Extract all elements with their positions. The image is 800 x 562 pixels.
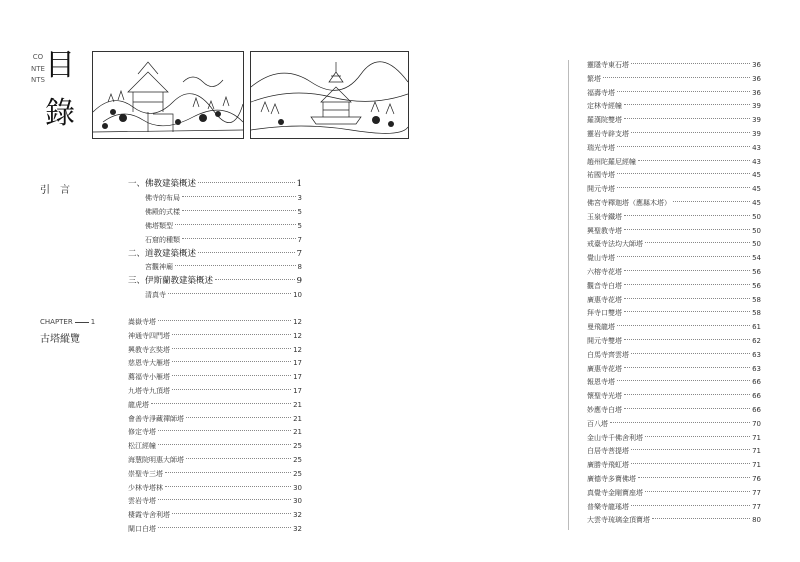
toc-leader-dots bbox=[182, 238, 296, 239]
toc-entry[interactable] bbox=[587, 225, 761, 238]
toc-entry[interactable] bbox=[128, 178, 302, 191]
toc-entry[interactable] bbox=[587, 349, 761, 362]
toc-entry[interactable] bbox=[587, 183, 761, 196]
toc-entry-page: 45 bbox=[752, 171, 761, 180]
toc-entry-title: 真覺寺金剛寶座塔 bbox=[587, 488, 643, 497]
toc-entry-page: 30 bbox=[293, 483, 302, 492]
toc-entry[interactable] bbox=[587, 252, 761, 265]
toc-leader-dots bbox=[215, 279, 295, 280]
toc-entry-page: 5 bbox=[297, 207, 302, 216]
toc-leader-dots bbox=[182, 196, 296, 197]
toc-entry-page: 8 bbox=[297, 263, 302, 272]
toc-entry-page: 30 bbox=[293, 497, 302, 506]
toc-entry-title: 石窟的種類 bbox=[145, 235, 180, 244]
toc-entry-title: 白馬寺齊雲塔 bbox=[587, 350, 629, 359]
toc-entry-title: 嵩嶽寺塔 bbox=[128, 318, 156, 326]
toc-entry[interactable] bbox=[128, 357, 302, 370]
contents-vertical-label: CONTENTS bbox=[31, 53, 45, 84]
toc-entry-page: 17 bbox=[293, 373, 302, 382]
toc-entry-title: 少林寺塔林 bbox=[128, 483, 163, 492]
toc-entry-page: 71 bbox=[752, 461, 761, 470]
toc-leader-dots bbox=[624, 215, 750, 216]
chapter-word: CHAPTER bbox=[40, 318, 73, 326]
toc-entry-title: 玉泉寺鐵塔 bbox=[587, 212, 622, 221]
toc-entry-page: 63 bbox=[752, 350, 761, 359]
toc-entry[interactable] bbox=[128, 440, 302, 453]
toc-entry-title: 廣勝寺飛虹塔 bbox=[587, 461, 629, 470]
toc-leader-dots bbox=[645, 491, 750, 492]
toc-entry[interactable] bbox=[128, 248, 302, 261]
toc-entry-page: 76 bbox=[752, 475, 761, 483]
pagoda-sketch-illustration-1 bbox=[92, 51, 244, 139]
toc-leader-dots bbox=[624, 229, 750, 230]
toc-entry-page: 58 bbox=[752, 295, 761, 304]
toc-entry-title: 三、伊斯蘭教建築概述 bbox=[128, 276, 214, 287]
toc-entry[interactable] bbox=[128, 509, 302, 522]
toc-entry-title: 定林寺經幢 bbox=[587, 102, 622, 111]
title-char-bottom: 錄 bbox=[45, 96, 75, 131]
title-char-top: 目 bbox=[45, 48, 75, 83]
toc-entry[interactable] bbox=[145, 220, 302, 233]
toc-leader-dots bbox=[198, 182, 295, 183]
toc-entry-title: 廣惠寺花塔 bbox=[587, 295, 622, 304]
toc-leader-dots bbox=[617, 380, 750, 381]
toc-entry-page: 54 bbox=[752, 254, 761, 263]
toc-entry-page: 39 bbox=[752, 102, 761, 111]
toc-entry[interactable] bbox=[587, 169, 761, 182]
toc-entry[interactable] bbox=[145, 289, 302, 302]
chapter-number: 1 bbox=[90, 318, 96, 326]
chapter-rule bbox=[75, 322, 89, 323]
toc-entry[interactable] bbox=[128, 426, 302, 439]
toc-entry-title: 白居寺菩提塔 bbox=[587, 447, 629, 456]
toc-leader-dots bbox=[617, 187, 750, 188]
toc-entry-page: 50 bbox=[752, 212, 761, 221]
toc-entry-title: 佛寺的布局 bbox=[145, 193, 180, 202]
toc-entry[interactable] bbox=[587, 404, 761, 417]
toc-leader-dots bbox=[172, 375, 291, 376]
toc-entry-page: 61 bbox=[752, 323, 761, 332]
toc-entry-page: 3 bbox=[297, 193, 302, 202]
toc-entry-page: 63 bbox=[752, 364, 761, 373]
toc-entry[interactable] bbox=[587, 432, 761, 445]
toc-leader-dots bbox=[638, 160, 750, 161]
toc-entry-page: 70 bbox=[752, 419, 761, 428]
toc-entry[interactable] bbox=[128, 495, 302, 508]
toc-entry-title: 興聖教寺塔 bbox=[587, 226, 622, 235]
toc-entry[interactable] bbox=[587, 156, 761, 169]
toc-entry-page: 56 bbox=[752, 268, 761, 276]
toc-entry[interactable] bbox=[587, 59, 761, 72]
toc-entry-page: 66 bbox=[752, 378, 761, 387]
toc-leader-dots bbox=[172, 389, 291, 390]
toc-leader-dots bbox=[624, 367, 750, 368]
toc-entry-page: 45 bbox=[752, 199, 761, 207]
toc-entry[interactable] bbox=[128, 482, 302, 495]
toc-leader-dots bbox=[624, 284, 750, 285]
toc-entry-title: 修定寺塔 bbox=[128, 428, 156, 437]
toc-entry-page: 21 bbox=[293, 400, 302, 409]
chapter-1-title: 古塔縱覽 bbox=[40, 334, 80, 345]
toc-entry[interactable] bbox=[145, 261, 302, 274]
toc-entry[interactable] bbox=[587, 473, 761, 486]
toc-leader-dots bbox=[631, 505, 750, 506]
toc-entry[interactable] bbox=[587, 266, 761, 279]
toc-entry[interactable] bbox=[128, 385, 302, 398]
toc-entry-page: 5 bbox=[297, 221, 302, 230]
toc-entry[interactable] bbox=[587, 418, 761, 431]
toc-entry-title: 佛殿的式樣 bbox=[145, 207, 180, 216]
toc-leader-dots bbox=[624, 104, 750, 105]
toc-entry[interactable] bbox=[587, 100, 761, 113]
toc-entry-title: 開元寺塔 bbox=[587, 185, 615, 194]
page-gutter bbox=[568, 60, 569, 530]
toc-entry[interactable] bbox=[587, 142, 761, 155]
toc-entry-page: 71 bbox=[752, 433, 761, 442]
toc-entry[interactable] bbox=[587, 280, 761, 293]
toc-entry-page: 10 bbox=[293, 291, 302, 300]
toc-entry-title: 戒臺寺法均大師塔 bbox=[587, 240, 643, 249]
toc-entry-page: 50 bbox=[752, 226, 761, 235]
toc-entry[interactable] bbox=[128, 468, 302, 481]
toc-leader-dots bbox=[652, 518, 750, 519]
toc-leader-dots bbox=[624, 394, 750, 395]
toc-entry-title: 薦福寺小雁塔 bbox=[128, 373, 170, 382]
toc-entry[interactable] bbox=[128, 275, 302, 288]
toc-entry[interactable] bbox=[587, 445, 761, 458]
toc-entry[interactable] bbox=[128, 523, 302, 536]
toc-entry-page: 50 bbox=[752, 240, 761, 249]
toc-entry-page: 12 bbox=[293, 345, 302, 354]
toc-entry-title: 拜寺口雙塔 bbox=[587, 309, 622, 318]
toc-entry-title: 曼飛龍塔 bbox=[587, 323, 615, 332]
toc-entry-title: 一、佛教建築概述 bbox=[128, 179, 197, 189]
toc-leader-dots bbox=[158, 430, 291, 431]
toc-entry-page: 77 bbox=[752, 502, 761, 511]
toc-entry-page: 9 bbox=[296, 276, 302, 287]
toc-leader-dots bbox=[182, 210, 296, 211]
toc-leader-dots bbox=[186, 417, 291, 418]
toc-entry-page: 56 bbox=[752, 281, 761, 290]
toc-leader-dots bbox=[165, 486, 291, 487]
toc-entry-title: 佛宮寺釋迦塔（應縣木塔） bbox=[587, 199, 671, 207]
toc-entry[interactable] bbox=[587, 459, 761, 472]
toc-leader-dots bbox=[610, 422, 750, 423]
toc-entry-page: 7 bbox=[297, 235, 302, 244]
toc-entry-title: 會善寺淨藏禪師塔 bbox=[128, 414, 184, 423]
toc-entry-page: 66 bbox=[752, 392, 761, 401]
intro-section-label: 引 言 bbox=[40, 185, 70, 196]
toc-leader-dots bbox=[624, 298, 750, 299]
toc-leader-dots bbox=[158, 527, 291, 528]
toc-entry-page: 21 bbox=[293, 414, 302, 423]
toc-entry[interactable] bbox=[587, 376, 761, 389]
toc-entry-title: 松江經幢 bbox=[128, 442, 156, 451]
toc-entry-page: 32 bbox=[293, 511, 302, 520]
toc-entry-title: 清真寺 bbox=[145, 291, 166, 300]
toc-entry-title: 神通寺四門塔 bbox=[128, 331, 170, 340]
toc-leader-dots bbox=[198, 252, 295, 253]
toc-entry-page: 36 bbox=[752, 88, 761, 97]
toc-entry-page: 71 bbox=[752, 447, 761, 456]
toc-entry-page: 21 bbox=[293, 428, 302, 437]
toc-entry[interactable] bbox=[587, 501, 761, 514]
page-title bbox=[45, 42, 79, 138]
toc-leader-dots bbox=[631, 63, 750, 64]
toc-entry[interactable] bbox=[587, 114, 761, 127]
toc-leader-dots bbox=[624, 339, 750, 340]
toc-entry-page: 12 bbox=[293, 331, 302, 340]
toc-entry[interactable] bbox=[587, 390, 761, 403]
toc-entry[interactable] bbox=[128, 399, 302, 412]
toc-entry-title: 懷聖寺光塔 bbox=[587, 392, 622, 401]
toc-entry[interactable] bbox=[587, 238, 761, 251]
toc-leader-dots bbox=[172, 348, 291, 349]
toc-entry-title: 福壽寺塔 bbox=[587, 88, 615, 97]
toc-entry-page: 39 bbox=[752, 116, 761, 125]
toc-entry-title: 龍虎塔 bbox=[128, 400, 149, 409]
toc-entry-title: 妙應寺白塔 bbox=[587, 406, 622, 414]
toc-leader-dots bbox=[168, 293, 291, 294]
toc-entry-title: 報恩寺塔 bbox=[587, 378, 615, 387]
toc-entry-title: 興教寺玄奘塔 bbox=[128, 345, 170, 354]
toc-entry-title: 佛塔類型 bbox=[145, 221, 173, 230]
toc-leader-dots bbox=[158, 499, 291, 500]
toc-entry-title: 九塔寺九頂塔 bbox=[128, 387, 170, 395]
toc-entry[interactable] bbox=[128, 371, 302, 384]
toc-entry-title: 閘口白塔 bbox=[128, 525, 156, 533]
toc-entry-title: 靈隱寺東石塔 bbox=[587, 61, 629, 69]
toc-entry-title: 覺山寺塔 bbox=[587, 254, 615, 263]
toc-leader-dots bbox=[638, 477, 750, 478]
toc-entry[interactable] bbox=[145, 206, 302, 219]
toc-entry[interactable] bbox=[587, 211, 761, 224]
chapter-1-label bbox=[40, 318, 95, 326]
toc-entry[interactable] bbox=[145, 234, 302, 247]
toc-leader-dots bbox=[617, 146, 750, 147]
toc-entry[interactable] bbox=[145, 192, 302, 205]
toc-entry-page: 77 bbox=[752, 488, 761, 497]
toc-leader-dots bbox=[172, 334, 291, 335]
toc-entry[interactable] bbox=[128, 344, 302, 357]
toc-entry-title: 百八塔 bbox=[587, 419, 608, 428]
toc-entry-title: 大雲寺琉璃金頂寶塔 bbox=[587, 516, 650, 525]
toc-entry-page: 25 bbox=[293, 456, 302, 464]
toc-entry[interactable] bbox=[587, 321, 761, 334]
toc-entry-page: 1 bbox=[296, 179, 302, 189]
toc-entry-title: 普樂寺龍瑤塔 bbox=[587, 502, 629, 511]
toc-entry-title: 廣惠寺花塔 bbox=[587, 364, 622, 373]
toc-entry-page: 43 bbox=[752, 143, 761, 152]
toc-leader-dots bbox=[158, 444, 291, 445]
toc-leader-dots bbox=[624, 311, 750, 312]
toc-entry[interactable] bbox=[587, 307, 761, 320]
toc-entry-page: 25 bbox=[293, 469, 302, 478]
toc-leader-dots bbox=[186, 458, 291, 459]
toc-leader-dots bbox=[617, 325, 750, 326]
toc-entry[interactable] bbox=[587, 294, 761, 307]
toc-leader-dots bbox=[624, 118, 750, 119]
toc-leader-dots bbox=[175, 224, 296, 225]
toc-entry-title: 六榕寺花塔 bbox=[587, 268, 622, 276]
toc-entry-title: 金山寺千佛舍利塔 bbox=[587, 433, 643, 442]
toc-entry[interactable] bbox=[587, 335, 761, 348]
toc-entry-page: 36 bbox=[752, 74, 761, 83]
toc-entry-page: 17 bbox=[293, 359, 302, 368]
toc-leader-dots bbox=[631, 463, 750, 464]
toc-leader-dots bbox=[151, 403, 291, 404]
toc-entry-title: 觀音寺白塔 bbox=[587, 281, 622, 290]
toc-entry-page: 62 bbox=[752, 337, 761, 345]
toc-entry-page: 58 bbox=[752, 309, 761, 318]
toc-entry-title: 海慧院明惠大師塔 bbox=[128, 456, 184, 464]
toc-entry-title: 趙州陀羅尼經幢 bbox=[587, 157, 636, 166]
toc-entry-title: 祐國寺塔 bbox=[587, 171, 615, 180]
toc-leader-dots bbox=[624, 408, 750, 409]
toc-entry-page: 66 bbox=[752, 406, 761, 414]
toc-entry-title: 瑞光寺塔 bbox=[587, 143, 615, 152]
toc-entry[interactable] bbox=[587, 514, 761, 527]
toc-leader-dots bbox=[624, 270, 750, 271]
toc-leader-dots bbox=[172, 513, 291, 514]
toc-leader-dots bbox=[175, 265, 296, 266]
toc-entry-title: 廣德寺多寶佛塔 bbox=[587, 475, 636, 483]
toc-entry-title: 繁塔 bbox=[587, 74, 601, 83]
toc-entry-title: 棲霞寺舍利塔 bbox=[128, 511, 170, 520]
toc-entry-title: 宮觀神廟 bbox=[145, 263, 173, 272]
toc-entry-page: 12 bbox=[293, 318, 302, 326]
pagoda-sketch-illustration-2 bbox=[250, 51, 409, 139]
toc-entry[interactable] bbox=[587, 487, 761, 500]
toc-entry[interactable] bbox=[128, 413, 302, 426]
toc-leader-dots bbox=[631, 449, 750, 450]
toc-leader-dots bbox=[165, 472, 291, 473]
toc-leader-dots bbox=[645, 436, 750, 437]
toc-entry-page: 7 bbox=[296, 248, 302, 259]
toc-entry[interactable] bbox=[128, 454, 302, 467]
toc-entry-title: 二、道教建築概述 bbox=[128, 248, 197, 259]
toc-leader-dots bbox=[603, 77, 750, 78]
toc-entry-title: 靈岩寺辟支塔 bbox=[587, 130, 629, 138]
toc-entry-page: 45 bbox=[752, 185, 761, 194]
toc-entry-page: 43 bbox=[752, 157, 761, 166]
toc-entry-title: 崇聖寺三塔 bbox=[128, 469, 163, 478]
toc-leader-dots bbox=[631, 353, 750, 354]
toc-entry-page: 39 bbox=[752, 130, 761, 138]
toc-leader-dots bbox=[617, 91, 750, 92]
toc-entry-page: 32 bbox=[293, 525, 302, 533]
toc-leader-dots bbox=[617, 173, 750, 174]
toc-entry-page: 17 bbox=[293, 387, 302, 395]
toc-leader-dots bbox=[673, 201, 750, 202]
toc-entry[interactable] bbox=[587, 73, 761, 86]
toc-entry-title: 羅漢院雙塔 bbox=[587, 116, 622, 125]
toc-leader-dots bbox=[631, 132, 750, 133]
toc-entry[interactable] bbox=[128, 316, 302, 329]
toc-leader-dots bbox=[645, 242, 750, 243]
toc-entry-page: 25 bbox=[293, 442, 302, 451]
toc-leader-dots bbox=[158, 320, 291, 321]
toc-entry[interactable] bbox=[587, 87, 761, 100]
toc-entry-page: 80 bbox=[752, 516, 761, 525]
toc-entry[interactable] bbox=[128, 330, 302, 343]
toc-entry-title: 開元寺雙塔 bbox=[587, 337, 622, 345]
toc-leader-dots bbox=[617, 256, 750, 257]
toc-entry-title: 雲岩寺塔 bbox=[128, 497, 156, 506]
toc-entry-title: 慈恩寺大雁塔 bbox=[128, 359, 170, 368]
toc-entry-page: 36 bbox=[752, 61, 761, 69]
toc-leader-dots bbox=[172, 361, 291, 362]
toc-entry[interactable] bbox=[587, 128, 761, 141]
toc-entry[interactable] bbox=[587, 363, 761, 376]
toc-entry[interactable] bbox=[587, 197, 761, 210]
